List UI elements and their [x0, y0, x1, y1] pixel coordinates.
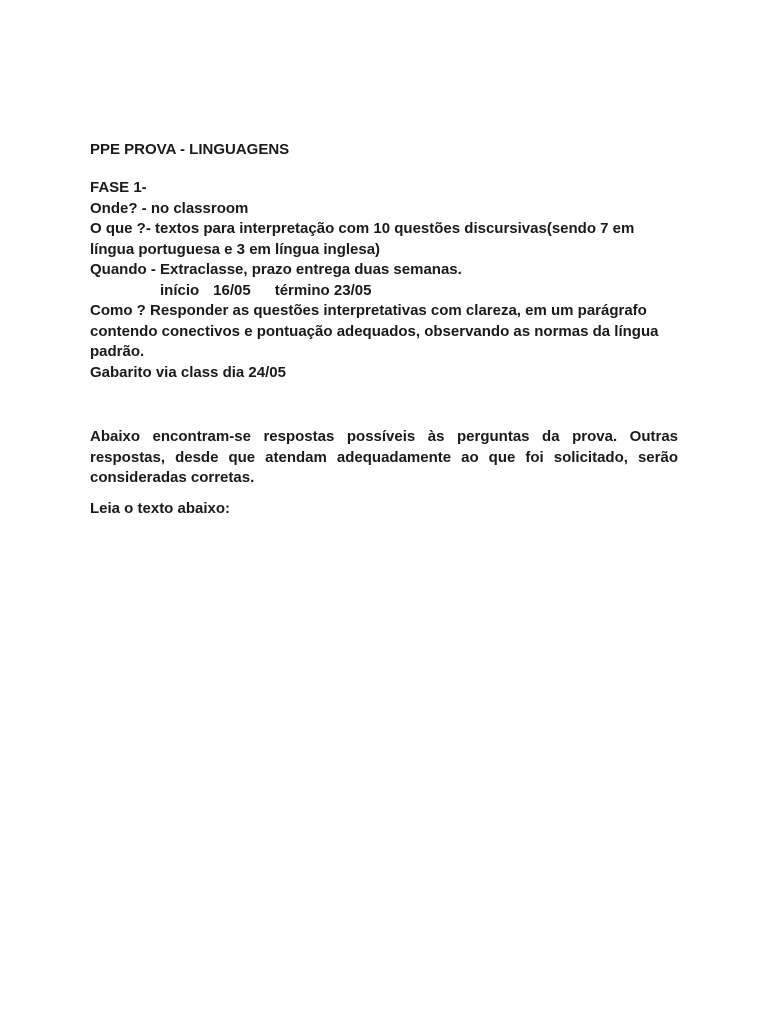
document-page — [90, 140, 678, 519]
what-line: O que ?- textos para interpretação com 10 questões discursivas(sendo 7 em língua portuguesa e 3 em língua inglesa) — [90, 220, 635, 258]
dates-line — [90, 281, 678, 302]
read-prompt: Leia o texto abaixo: — [90, 499, 231, 517]
answer-key-line: Gabarito via class dia 24/05 — [90, 363, 286, 381]
start-date: 16/05 — [213, 281, 251, 299]
when-line: Quando - Extraclasse, prazo entrega duas semanas. — [90, 261, 462, 278]
end-label: término 23/05 — [274, 281, 372, 299]
where-line: Onde? - no classroom — [90, 199, 249, 217]
phase-heading: FASE 1- — [90, 179, 147, 196]
how-line: Como ? Responder as questões interpretativas com clareza, em um parágrafo contendo conectivos e pontuação adequados, observando as normas da língua padrão. — [90, 302, 659, 360]
start-label: início — [160, 281, 200, 299]
answers-note: Abaixo encontram-se respostas possíveis às perguntas da prova. Outras respostas, desde que atendam adequadamente ao que foi solicitado, serão consideradas corretas. — [90, 428, 678, 486]
document-title: PPE PROVA - LINGUAGENS — [90, 141, 290, 158]
